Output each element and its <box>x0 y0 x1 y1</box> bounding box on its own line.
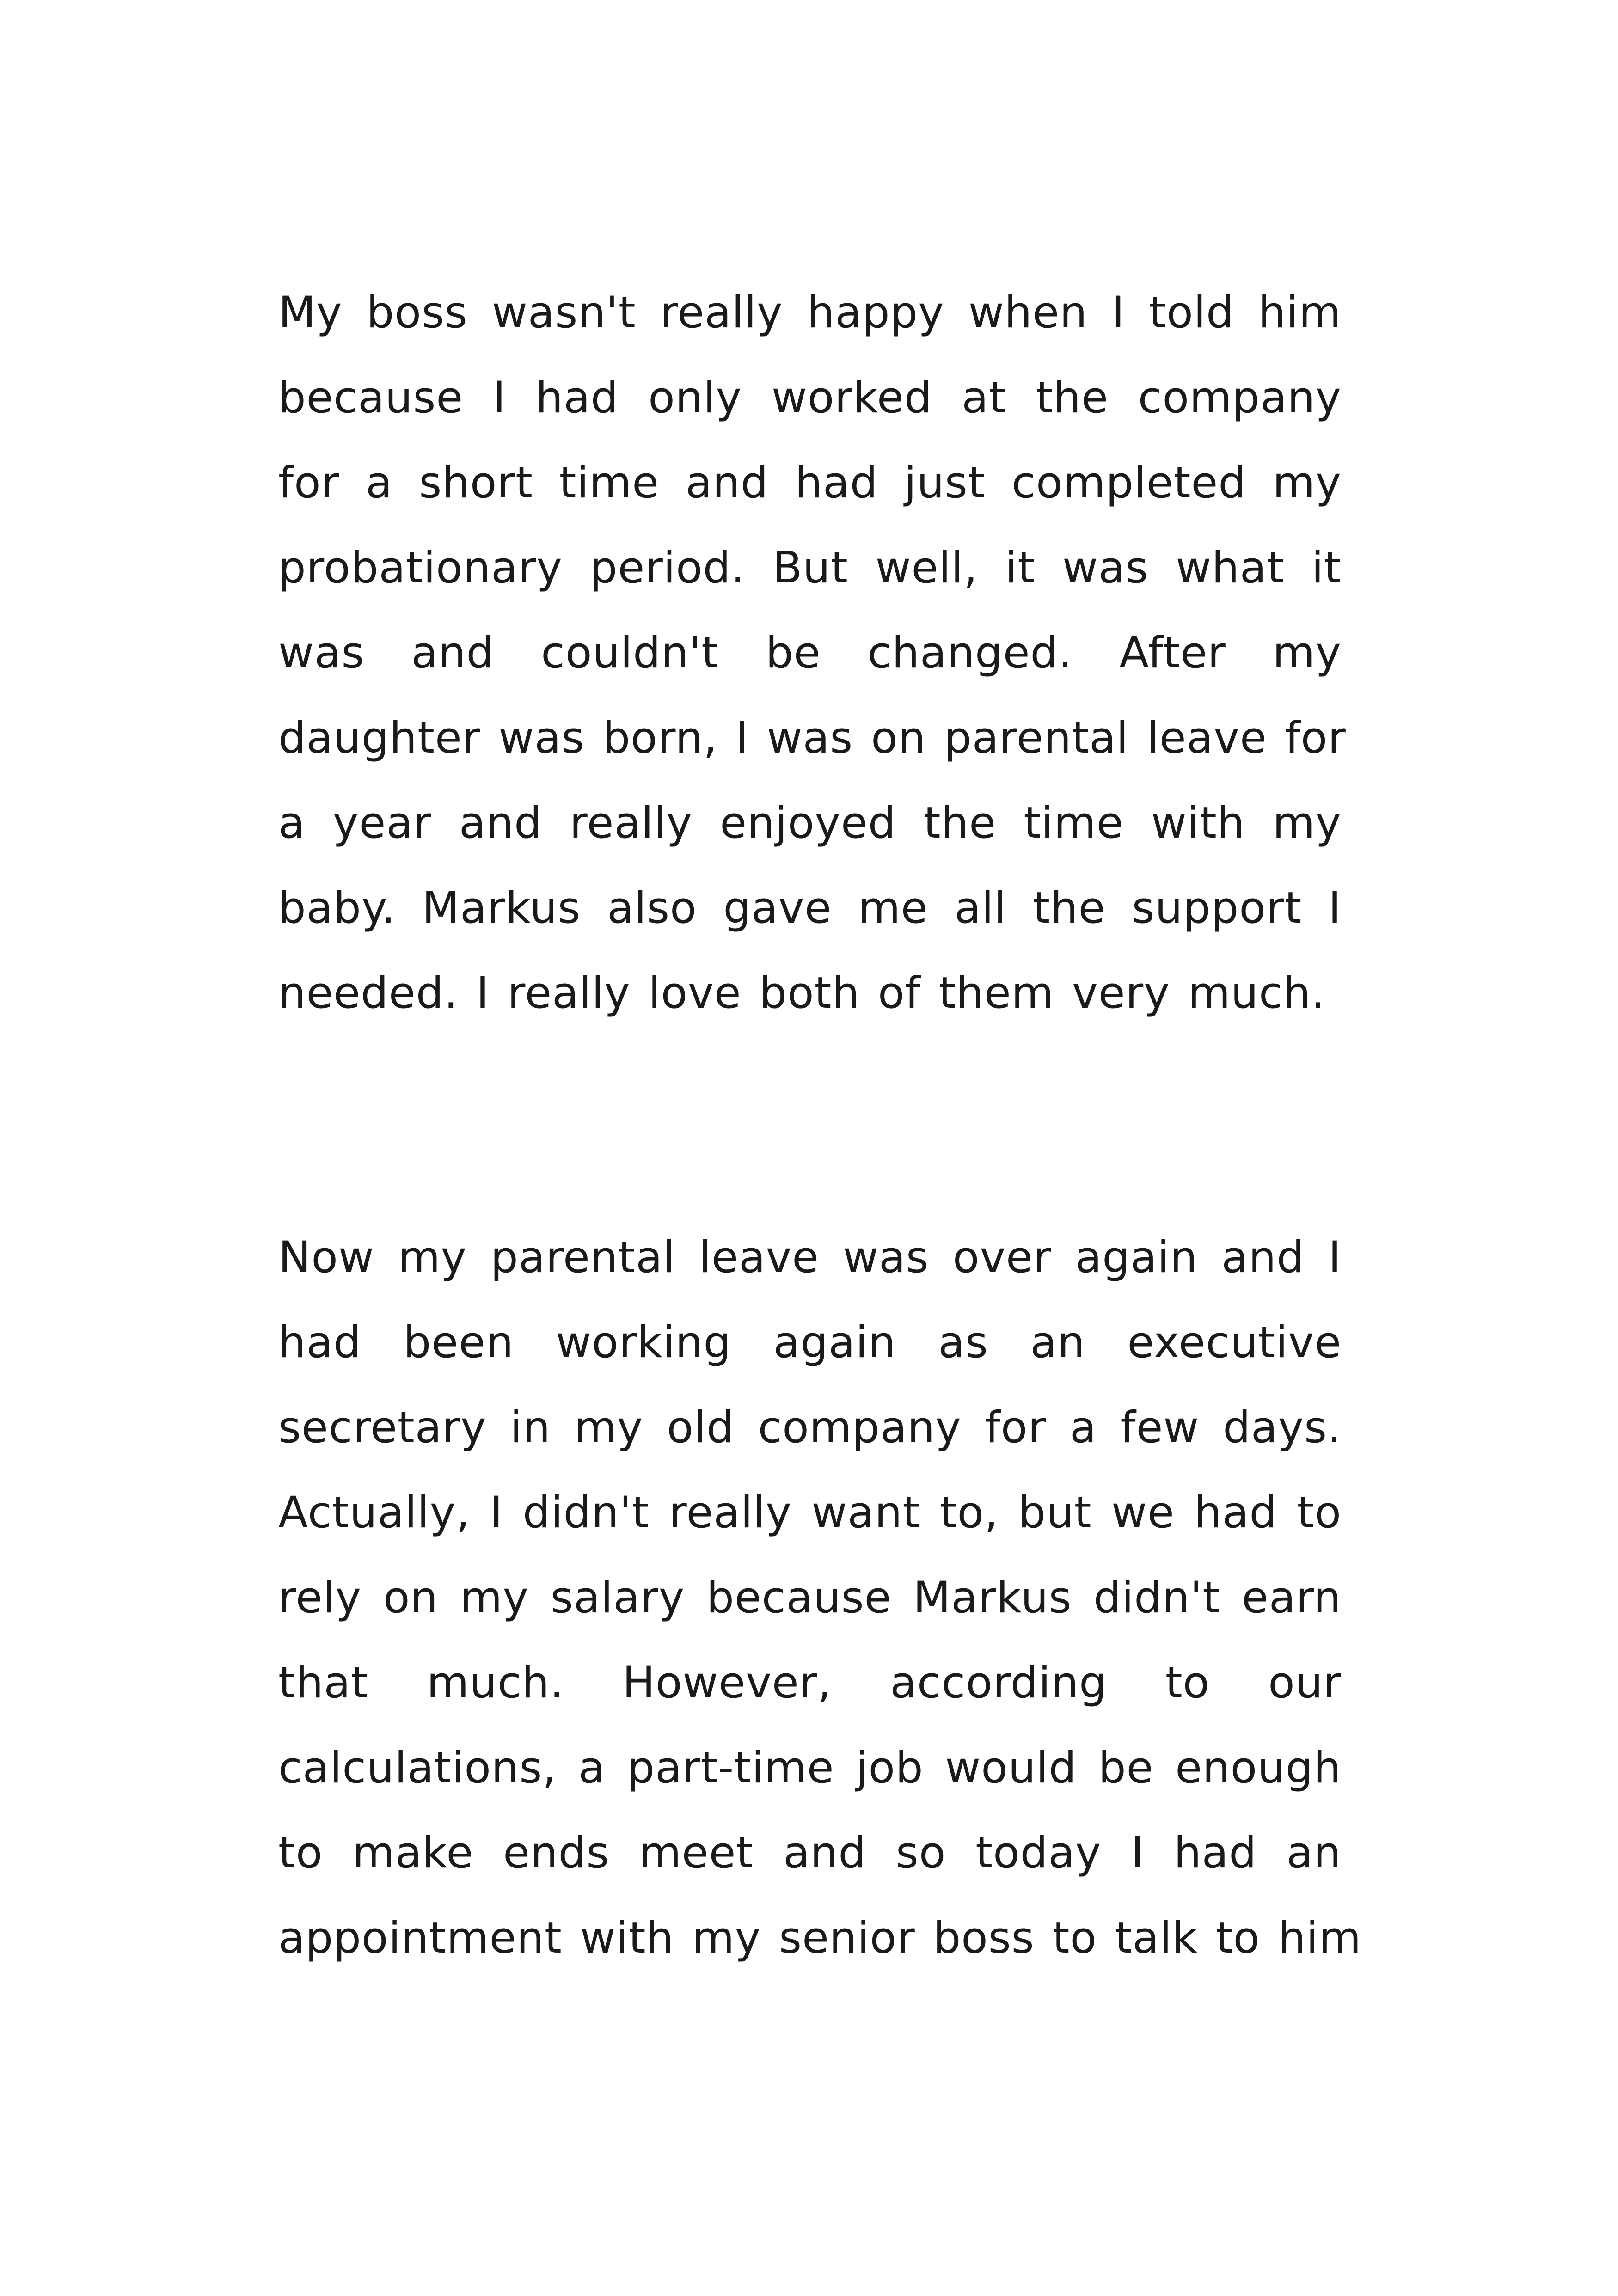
paragraph-line: because I had only worked at the company <box>278 373 1342 423</box>
paragraph-line: secretary in my old company for a few days. <box>278 1402 1342 1453</box>
paragraph-line: needed. I really love both of them very much. <box>278 968 1326 1018</box>
paragraph-line: that much. However, according to our <box>278 1658 1342 1708</box>
paragraph-1 <box>278 270 1346 1036</box>
paragraph-2 <box>278 1215 1362 1981</box>
paragraph-line: daughter was born, I was on parental leave for <box>278 713 1346 763</box>
paragraph-line: probationary period. But well, it was what it <box>278 543 1342 593</box>
paragraph-line: to make ends meet and so today I had an <box>278 1828 1342 1878</box>
paragraph-line: Now my parental leave was over again and I <box>278 1232 1342 1283</box>
paragraph-line: baby. Markus also gave me all the support I <box>278 883 1342 933</box>
paragraph-line: was and couldn't be changed. After my <box>278 628 1342 678</box>
paragraph-line: Actually, I didn't really want to, but we had to <box>278 1488 1342 1538</box>
paragraph-line: rely on my salary because Markus didn't earn <box>278 1573 1342 1623</box>
paragraph-line: appointment with my senior boss to talk to him <box>278 1913 1362 1963</box>
paragraph-line: My boss wasn't really happy when I told him <box>278 288 1342 338</box>
paragraph-line: for a short time and had just completed my <box>278 458 1342 508</box>
paragraph-line: calculations, a part-time job would be enough <box>278 1743 1342 1793</box>
paragraph-line: had been working again as an executive <box>278 1317 1342 1368</box>
paragraph-line: a year and really enjoyed the time with my <box>278 798 1342 848</box>
